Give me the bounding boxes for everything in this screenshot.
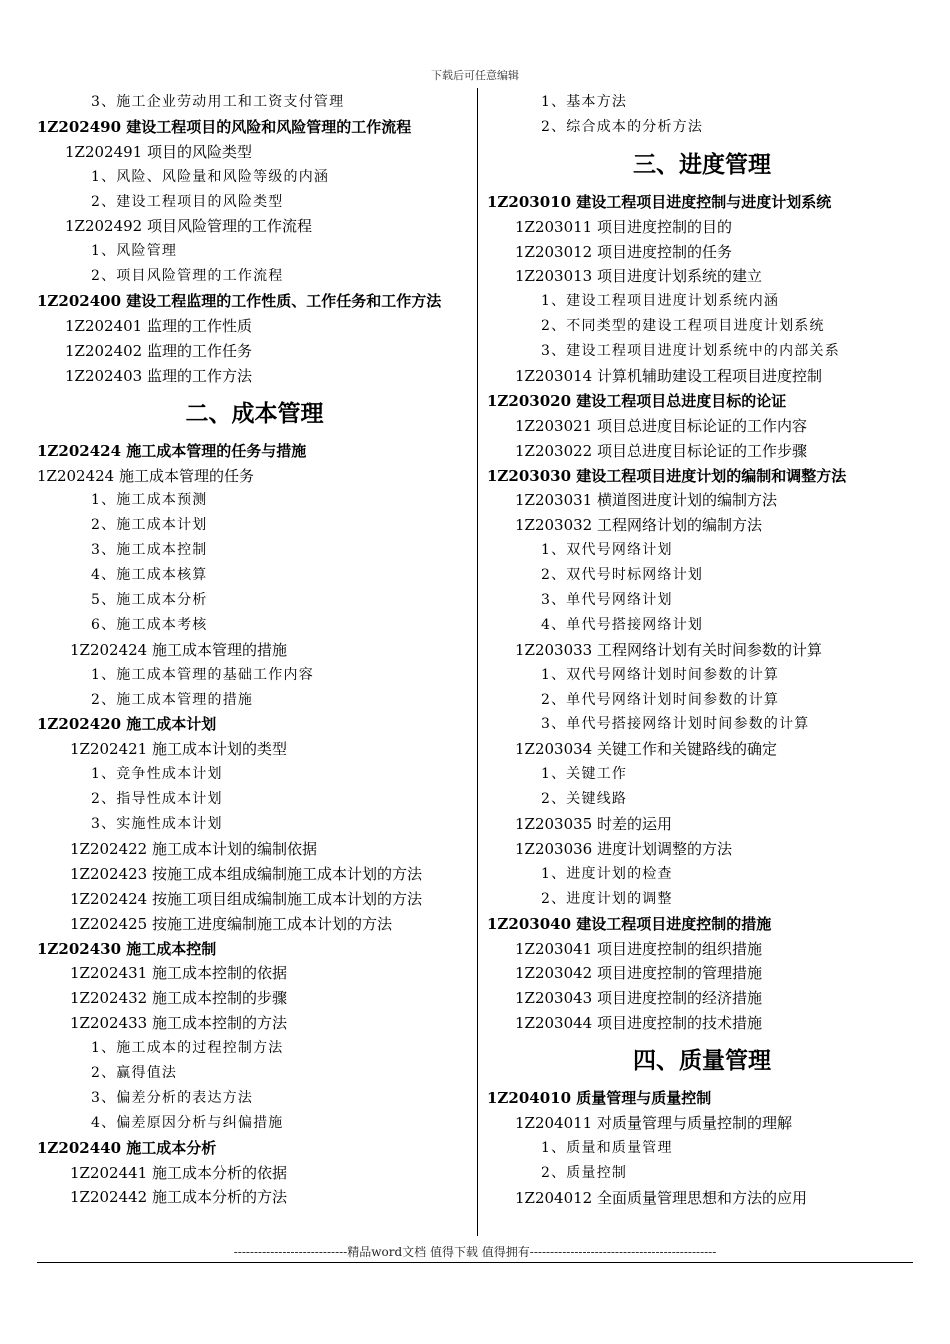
page-footer: ----------------------------精品word文档 值得下载 值得拥有---------------------------------------------- (233, 1245, 717, 1259)
list-item: 2、质量控制 (541, 1164, 628, 1181)
subsection-title: 1Z204012 全面质量管理思想和方法的应用 (515, 1188, 807, 1207)
subsection-title: 1Z202432 施工成本控制的步骤 (70, 989, 287, 1008)
list-item: 1、双代号网络计划 (541, 542, 673, 559)
list-item: 4、施工成本核算 (91, 567, 208, 584)
list-item: 2、指导性成本计划 (91, 791, 223, 808)
list-item: 1、建设工程项目进度计划系统内涵 (541, 293, 780, 310)
footer-rule (37, 1262, 913, 1263)
section-title: 1Z202400 建设工程监理的工作性质、工作任务和工作方法 (37, 292, 442, 311)
list-item: 1、施工成本管理的基础工作内容 (91, 666, 314, 683)
subsection-title: 1Z203022 项目总进度目标论证的工作步骤 (515, 441, 807, 460)
list-item: 2、双代号时标网络计划 (541, 567, 704, 584)
subsection-title: 1Z203034 关键工作和关键路线的确定 (515, 740, 777, 759)
list-item: 3、单代号网络计划 (541, 592, 673, 609)
subsection-title: 1Z202425 按施工进度编制施工成本计划的方法 (70, 914, 392, 933)
subsection-title: 1Z202433 施工成本控制的方法 (70, 1014, 287, 1033)
subsection-title: 1Z202424 施工成本管理的任务 (37, 466, 254, 485)
list-item: 2、关键线路 (541, 791, 628, 808)
subsection-title: 1Z202422 施工成本计划的编制依据 (70, 839, 317, 858)
list-item: 3、单代号搭接网络计划时间参数的计算 (541, 716, 810, 733)
list-item: 1、施工成本预测 (91, 492, 208, 509)
subsection-title: 1Z203042 项目进度控制的管理措施 (515, 964, 762, 983)
section-title: 1Z203040 建设工程项目进度控制的措施 (487, 914, 772, 933)
subsection-title: 1Z202424 按施工项目组成编制施工成本计划的方法 (70, 889, 422, 908)
list-item: 1、双代号网络计划时间参数的计算 (541, 666, 780, 683)
subsection-title: 1Z203013 项目进度计划系统的建立 (515, 267, 762, 286)
section-title: 1Z202430 施工成本控制 (37, 939, 217, 958)
subsection-title: 1Z202403 监理的工作方法 (65, 366, 252, 385)
subsection-title: 1Z203035 时差的运用 (515, 815, 672, 834)
section-title: 1Z202424 施工成本管理的任务与措施 (37, 441, 307, 460)
list-item: 2、单代号网络计划时间参数的计算 (541, 691, 780, 708)
subsection-title: 1Z203043 项目进度控制的经济措施 (515, 989, 762, 1008)
list-item: 3、偏差分析的表达方法 (91, 1089, 254, 1106)
subsection-title: 1Z203012 项目进度控制的任务 (515, 242, 732, 261)
subsection-title: 1Z203014 计算机辅助建设工程项目进度控制 (515, 367, 822, 386)
section-title: 1Z203020 建设工程项目总进度目标的论证 (487, 391, 787, 410)
list-item: 6、施工成本考核 (91, 616, 208, 633)
list-item: 1、质量和质量管理 (541, 1139, 673, 1156)
list-item: 1、风险管理 (91, 243, 178, 260)
section-heading: 三、进度管理 (633, 151, 771, 178)
subsection-title: 1Z202421 施工成本计划的类型 (70, 740, 287, 759)
list-item: 2、建设工程项目的风险类型 (91, 193, 284, 210)
subsection-title: 1Z203031 横道图进度计划的编制方法 (515, 491, 777, 510)
subsection-title: 1Z203011 项目进度控制的目的 (515, 217, 732, 236)
list-item: 2、综合成本的分析方法 (541, 118, 704, 135)
list-item: 2、进度计划的调整 (541, 890, 673, 907)
list-item: 2、施工成本计划 (91, 517, 208, 534)
subsection-title: 1Z203044 项目进度控制的技术措施 (515, 1014, 762, 1033)
list-item: 1、竞争性成本计划 (91, 766, 223, 783)
section-title: 1Z203030 建设工程项目进度计划的编制和调整方法 (487, 466, 847, 485)
subsection-title: 1Z202431 施工成本控制的依据 (70, 964, 287, 983)
list-item: 1、风险、风险量和风险等级的内涵 (91, 168, 330, 185)
list-item: 3、施工成本控制 (91, 542, 208, 559)
list-item: 1、进度计划的检查 (541, 865, 673, 882)
list-item: 1、基本方法 (541, 94, 628, 110)
section-title: 1Z204010 质量管理与质量控制 (487, 1089, 712, 1108)
list-item: 2、不同类型的建设工程项目进度计划系统 (541, 318, 825, 335)
list-item: 4、偏差原因分析与纠偏措施 (91, 1114, 284, 1131)
list-item: 2、项目风险管理的工作流程 (91, 268, 284, 285)
section-title: 1Z202490 建设工程项目的风险和风险管理的工作流程 (37, 117, 412, 136)
subsection-title: 1Z203033 工程网络计划有关时间参数的计算 (515, 640, 822, 659)
section-title: 1Z202420 施工成本计划 (37, 715, 217, 734)
subsection-title: 1Z202424 施工成本管理的措施 (70, 640, 287, 659)
subsection-title: 1Z203032 工程网络计划的编制方法 (515, 516, 762, 535)
left-column (37, 90, 472, 1210)
subsection-title: 1Z202492 项目风险管理的工作流程 (65, 217, 312, 236)
subsection-title: 1Z202491 项目的风险类型 (65, 142, 252, 161)
list-item: 4、单代号搭接网络计划 (541, 616, 704, 633)
section-heading: 四、质量管理 (633, 1048, 771, 1075)
subsection-title: 1Z202442 施工成本分析的方法 (70, 1188, 287, 1207)
list-item: 1、关键工作 (541, 766, 628, 783)
subsection-title: 1Z203036 进度计划调整的方法 (515, 839, 732, 858)
subsection-title: 1Z204011 对质量管理与质量控制的理解 (515, 1113, 792, 1132)
list-item: 3、建设工程项目进度计划系统中的内部关系 (541, 343, 840, 360)
list-item: 1、施工成本的过程控制方法 (91, 1040, 284, 1057)
list-item: 2、施工成本管理的措施 (91, 691, 254, 708)
page-header: 下载后可任意编辑 (431, 69, 519, 82)
list-item: 3、施工企业劳动用工和工资支付管理 (91, 94, 345, 110)
list-item: 3、实施性成本计划 (91, 816, 223, 833)
right-column (487, 90, 917, 1211)
subsection-title: 1Z203041 项目进度控制的组织措施 (515, 939, 762, 958)
subsection-title: 1Z202401 监理的工作性质 (65, 317, 252, 336)
subsection-title: 1Z202423 按施工成本组成编制施工成本计划的方法 (70, 864, 422, 883)
column-divider (477, 88, 478, 1236)
section-title: 1Z203010 建设工程项目进度控制与进度计划系统 (487, 192, 832, 211)
section-heading: 二、成本管理 (185, 400, 324, 427)
subsection-title: 1Z203021 项目总进度目标论证的工作内容 (515, 416, 807, 435)
list-item: 5、施工成本分析 (91, 592, 208, 609)
subsection-title: 1Z202441 施工成本分析的依据 (70, 1163, 287, 1182)
list-item: 2、赢得值法 (91, 1064, 178, 1081)
subsection-title: 1Z202402 监理的工作任务 (65, 341, 252, 360)
section-title: 1Z202440 施工成本分析 (37, 1138, 217, 1157)
